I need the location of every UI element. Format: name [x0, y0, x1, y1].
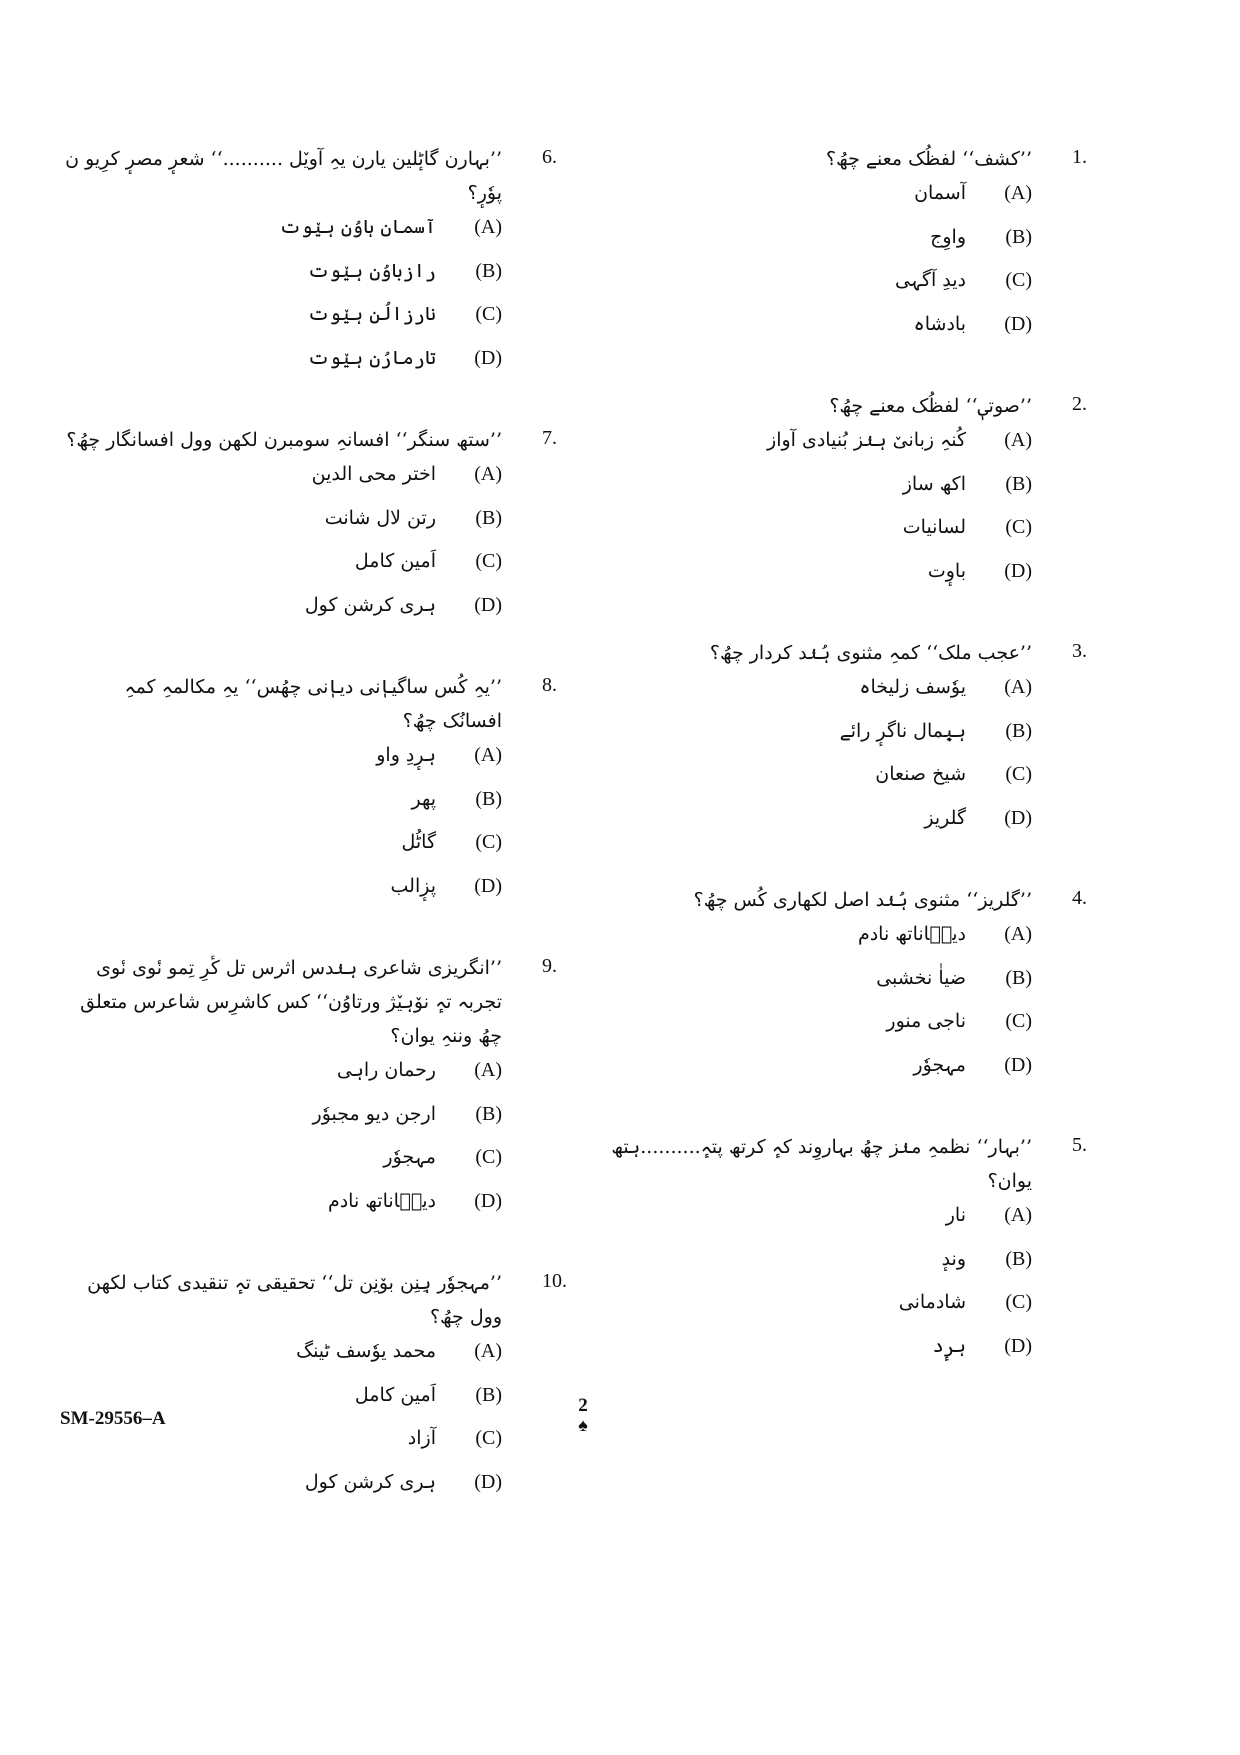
option-text: آزاد: [407, 1427, 436, 1449]
option-text: رحمان راہی: [336, 1059, 436, 1081]
option-label: (A): [474, 744, 502, 766]
option-label: (A): [1004, 182, 1032, 204]
option-text: ہیٖمال ناگرٕ رائے: [839, 719, 966, 742]
option-label: (A): [1004, 1204, 1032, 1226]
option-label: (C): [475, 303, 502, 325]
option-label: (D): [1004, 559, 1032, 582]
question-number: 3.: [1072, 640, 1087, 662]
question-text: ’’کشف‘‘ لفظُک معنے چھُ؟: [826, 148, 1032, 170]
option-b: [60, 788, 502, 832]
option-text: محمد یوٗسف ٹینگ: [296, 1340, 436, 1362]
option-label: (A): [1004, 676, 1032, 698]
option-b: [590, 720, 1032, 764]
option-text: ہری کرشن کول: [304, 593, 436, 616]
option-text: ضیاٰ نخشبی: [876, 966, 966, 989]
option-text: مہجوٗر: [383, 1146, 436, 1168]
option-label: (B): [475, 259, 502, 282]
option-text: رتن لال شانت: [324, 506, 436, 529]
options-list: [590, 923, 1032, 1097]
option-label: (A): [474, 1059, 502, 1081]
option-d: [60, 1471, 502, 1515]
option-text: ناجی منور: [886, 1010, 966, 1032]
option-b: [60, 507, 502, 551]
question-text: ’’یہِ کُس ساگیاٖنی دیاٖنی چھُس‘‘ یہِ مکالمہِ کمہِ افسانُک چھُ؟: [124, 676, 502, 732]
option-d: [60, 347, 502, 391]
option-label: (D): [474, 1189, 502, 1212]
question-text: ’’صوتیٖ‘‘ لفظُک معنے چھُ؟: [829, 395, 1032, 417]
question-8: [60, 670, 580, 918]
question-3: [590, 636, 1110, 850]
question-number: 4.: [1072, 887, 1087, 909]
option-d: [590, 560, 1032, 604]
question-6: [60, 142, 580, 390]
question-number: 10.: [542, 1270, 567, 1292]
question-5: [590, 1130, 1110, 1378]
option-b: [590, 967, 1032, 1011]
option-c: [60, 550, 502, 594]
options-list: [60, 1059, 502, 1233]
option-text: یوٗسف زلیخاہ: [859, 676, 966, 698]
question-number: 9.: [542, 955, 557, 977]
option-d: [60, 875, 502, 919]
question-2: [590, 389, 1110, 603]
option-text: تارمارُن ہیٚوت: [307, 346, 436, 369]
option-a: [590, 676, 1032, 720]
option-c: [60, 1146, 502, 1190]
option-text: باوٕت: [927, 559, 966, 582]
question-7: [60, 423, 580, 637]
question-text: ’’گلریز‘‘ مثنوی ہُنٛد اصل لکھاری کُس چھُ؟: [693, 889, 1032, 911]
options-list: [590, 429, 1032, 603]
option-text: دینٛاناتھ نادم: [327, 1189, 436, 1212]
option-text: وندٕ: [941, 1247, 966, 1270]
options-list: [60, 744, 502, 918]
option-a: [60, 463, 502, 507]
option-c: [590, 1291, 1032, 1335]
options-list: [590, 676, 1032, 850]
option-b: [60, 260, 502, 304]
question-text: ’’عجب ملک‘‘ کمہِ مثنوی ہُنٛد کردار چھُ؟: [709, 642, 1032, 664]
option-label: (D): [1004, 1334, 1032, 1357]
option-label: (B): [475, 506, 502, 529]
question-4: [590, 883, 1110, 1097]
option-text: رازباوُن ہیٚوت: [307, 259, 436, 282]
page-number: [570, 1396, 596, 1434]
question-number: 8.: [542, 674, 557, 696]
question-number: 2.: [1072, 393, 1087, 415]
option-d: [590, 1335, 1032, 1379]
option-label: (C): [1005, 269, 1032, 291]
option-c: [60, 303, 502, 347]
option-c: [590, 763, 1032, 807]
option-label: (A): [474, 1340, 502, 1362]
option-c: [590, 1010, 1032, 1054]
option-a: [590, 429, 1032, 473]
option-text: نارزالُن ہیٚوت: [307, 303, 436, 325]
question-text: ’’ستھ سنگر‘‘ افسانہِ سومبرن لکھن وول افسانگار چھُ؟: [66, 429, 502, 451]
option-label: (C): [1005, 763, 1032, 785]
option-d: [590, 807, 1032, 851]
option-text: واوِج: [930, 225, 966, 248]
option-text: دیدِ آگہی: [894, 269, 966, 291]
option-label: (D): [1004, 1053, 1032, 1076]
question-1: [590, 142, 1110, 356]
question-text: ’’انگریزی شاعری ہنٛدس اثرس تل کٔرِ تِمو نٔوی نٔوی تجربہ تہٕ نوٚہیٚژ ورتاوُن‘‘ کس کاشرِس شاعرس متعلق چھُ وننہِ یوان؟: [80, 957, 502, 1047]
option-label: (C): [475, 831, 502, 853]
option-text: آسمان: [914, 182, 966, 204]
options-list: [590, 1204, 1032, 1378]
option-label: (B): [1005, 966, 1032, 989]
question-text: ’’بہارن گاٹٕلین یارن یہِ آویٚل ..........‘‘ شعرٕ مصرٕ کرِیو ن پوٗرٕ؟: [65, 148, 502, 204]
option-label: (D): [474, 593, 502, 616]
question-text: ’’مہجوٗر ہِنِن بوٚنِن تل‘‘ تحقیقی تہٕ تنقیدی کتاب لکھن وول چھُ؟: [87, 1272, 502, 1328]
option-text: لسانیات: [902, 516, 966, 538]
option-label: (B): [1005, 225, 1032, 248]
option-label: (C): [475, 1146, 502, 1168]
option-label: (D): [1004, 312, 1032, 335]
option-c: [60, 831, 502, 875]
options-list: [60, 463, 502, 637]
options-list: [60, 216, 502, 390]
option-label: (C): [1005, 516, 1032, 538]
option-b: [590, 473, 1032, 517]
option-a: [590, 1204, 1032, 1248]
option-label: (C): [475, 1427, 502, 1449]
option-label: (B): [1005, 1247, 1032, 1270]
options-list: [590, 182, 1032, 356]
option-label: (A): [474, 216, 502, 238]
option-a: [60, 216, 502, 260]
option-label: (B): [1005, 719, 1032, 742]
question-number: 5.: [1072, 1134, 1087, 1156]
option-label: (A): [1004, 429, 1032, 451]
option-text: کُنہِ زبانیٚ ہنٛز بُنیادی آواز: [767, 429, 966, 451]
option-text: اَمین کامل: [354, 550, 436, 572]
option-label: (C): [475, 550, 502, 572]
option-label: (B): [475, 1102, 502, 1125]
option-b: [590, 1248, 1032, 1292]
option-text: اکھ ساز: [902, 472, 966, 495]
option-text: شادمانی: [898, 1291, 966, 1313]
spade-icon: ♠: [578, 1415, 588, 1435]
question-number: 1.: [1072, 146, 1087, 168]
option-text: ارجن دیو مجبوٗر: [312, 1102, 436, 1125]
booklet-code: SM-29556–A: [60, 1408, 166, 1429]
option-text: دینٛاناتھ نادم: [857, 923, 966, 945]
option-d: [590, 313, 1032, 357]
option-label: (A): [1004, 923, 1032, 945]
option-text: اختر محی الدین: [311, 463, 436, 485]
option-d: [60, 594, 502, 638]
option-d: [590, 1054, 1032, 1098]
option-c: [60, 1427, 502, 1471]
option-a: [60, 1059, 502, 1103]
option-text: بادشاہ: [913, 312, 966, 335]
option-text: گلریز: [924, 806, 966, 829]
option-text: نار: [945, 1204, 966, 1226]
option-text: گاٹُل: [401, 831, 436, 853]
option-label: (A): [474, 463, 502, 485]
option-b: [60, 1103, 502, 1147]
question-text: ’’بہار‘‘ نظمہِ منٛز چھُ بہاروِند کہٕ کرتھ پتہٕ..........ہتھ یوان؟: [611, 1136, 1032, 1192]
option-d: [60, 1190, 502, 1234]
option-label: (D): [1004, 806, 1032, 829]
option-label: (D): [474, 1470, 502, 1493]
option-text: پھر: [411, 787, 436, 810]
option-text: ہری کرشن کول: [304, 1470, 436, 1493]
option-text: آسمان ہاوُن ہیٚوت: [279, 216, 436, 238]
option-a: [60, 1340, 502, 1384]
question-10: [60, 1266, 580, 1514]
option-label: (D): [474, 346, 502, 369]
option-label: (B): [1005, 472, 1032, 495]
option-c: [590, 269, 1032, 313]
left-column: [60, 142, 580, 1547]
option-b: [590, 226, 1032, 270]
option-label: (B): [475, 1383, 502, 1406]
option-text: شیخ صنعان: [875, 763, 966, 785]
question-number: 7.: [542, 427, 557, 449]
option-a: [60, 744, 502, 788]
question-number: 6.: [542, 146, 557, 168]
page-number-text: 2: [578, 1395, 588, 1416]
option-c: [590, 516, 1032, 560]
option-text: پزٕالب: [390, 874, 436, 897]
option-label: (C): [1005, 1291, 1032, 1313]
option-text: اَمین کامل: [354, 1383, 436, 1406]
option-label: (C): [1005, 1010, 1032, 1032]
option-a: [590, 923, 1032, 967]
option-label: (D): [474, 874, 502, 897]
option-text: مہجوٗر: [913, 1053, 966, 1076]
option-text: ہرٕدِ واو: [376, 744, 436, 766]
question-9: [60, 951, 580, 1233]
option-label: (B): [475, 787, 502, 810]
right-column: [590, 142, 1110, 1411]
option-a: [590, 182, 1032, 226]
option-text: ہرٕد: [932, 1334, 966, 1357]
